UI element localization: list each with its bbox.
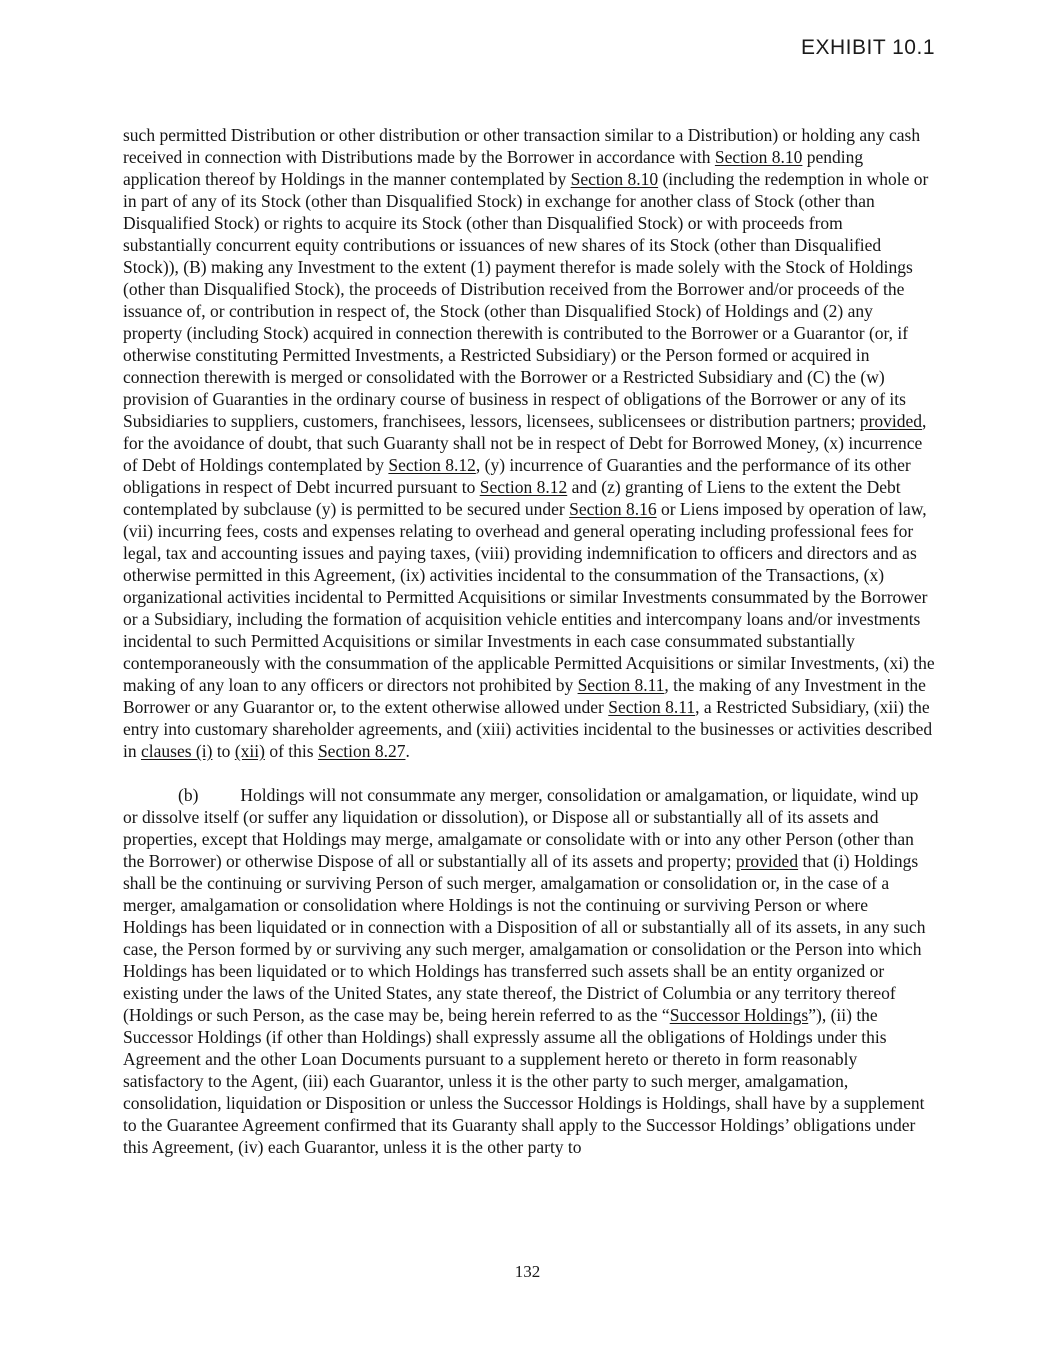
underlined-text: provided — [735, 851, 799, 871]
underlined-text: Section 8.12 — [479, 477, 568, 497]
text-run: or Liens imposed by operation of law, (vii) incurring fees, costs and expenses relating to overhead and general operating including professional fees for legal, tax and accounting issues and paying taxes, (viii) providing indemnification to officers and directors and as otherwise permitted in this Agreement, (ix) activities incidental to the consummation of the Transactions, (x) organizational activities incidental to Permitted Acquisitions or similar Investments consummated by the Borrower or a Subsidiary, including the formation of acquisition vehicle entities and intercompany loans and/or investments incidental to such Permitted Acquisitions or similar Investments in each case consummated substantially contemporaneously with the consummation of the applicable Permitted Acquisitions or similar Investments, (xi) the making of any loan to any officers or directors not prohibited by — [123, 499, 935, 695]
underlined-text: Section 8.10 — [570, 169, 659, 189]
text-run: to — [212, 741, 235, 761]
text-run: (b) — [178, 785, 199, 805]
text-run: pending application thereof by Holdings in the manner contemplated by — [123, 147, 864, 189]
page-number: 132 — [514, 1262, 541, 1281]
underlined-text: Section 8.27 — [317, 741, 406, 761]
text-run: ”), (ii) the Successor Holdings (if other than Holdings) shall expressly assume all the obligations of Holdings under this Agreement and the other Loan Documents pursuant to a supplement hereto or thereto in form reasonably satisfactory to the Agent, (iii) each Guarantor, unless it is the other party to such merger, amalgamation, consolidation, liquidation or Disposition or unless the Successor Holdings is Holdings, shall have by a supplement to the Guarantee Agreement confirmed that its Guaranty shall apply to the Successor Holdings’ obligations under this Agreement, (iv) each Guarantor, unless it is the other party to — [123, 1005, 925, 1157]
underlined-text: Successor Holdings — [669, 1005, 809, 1025]
underlined-text: Section 8.16 — [569, 499, 657, 519]
text-run: , the making of any Investment in the Borrower or any Guarantor or, to the extent otherwise allowed under — [123, 675, 926, 717]
underlined-text: Section 8.11 — [577, 675, 665, 695]
text-run: such permitted Distribution or other distribution or other transaction similar to a Distribution) or holding any cash received in connection with Distributions made by the Borrower in accordance with — [123, 125, 921, 167]
text-run: , for the avoidance of doubt, that such Guaranty shall not be in respect of Debt for Borrowed Money, (x) incurrence of Debt of Holdings contemplated by — [123, 411, 927, 475]
document-body — [123, 124, 935, 1158]
text-run: Holdings will not consummate any merger, consolidation or amalgamation, or liquidate, wind up or dissolve itself (or suffer any liquidation or dissolution), or Dispose all or substantially all of its assets and properties, except that Holdings may merge, amalgamate or consolidate with or into any other Person (other than the Borrower) or otherwise Dispose of all or substantially all of its assets and property; — [123, 785, 919, 871]
text-run: , (y) incurrence of Guaranties and the performance of its other obligations in respect of Debt incurred pursuant to — [123, 455, 911, 497]
underlined-text: (xii) — [234, 741, 265, 761]
underlined-text: Section 8.10 — [714, 147, 803, 167]
text-run: and (z) granting of Liens to the extent the Debt contemplated by subclause (y) is permitted to be secured under — [123, 477, 901, 519]
paragraph-a-continuation — [123, 124, 935, 762]
text-run: (including the redemption in whole or in part of any of its Stock (other than Disqualified Stock) in exchange for another class of Stock (other than Disqualified Stock) or rights to acquire its Stock (other than Disqualified Stock) or with proceeds from substantially concurrent equity contributions or issuances of new shares of its Stock (other than Disqualified Stock)), (B) making any Investment to the extent (1) payment therefor is made solely with the Stock of Holdings (other than Disqualified Stock), the proceeds of Distribution received from the Borrower and/or proceeds of the issuance of, or contribution in respect of, the Stock (other than Disqualified Stock) of Holdings and (2) any property (including Stock) acquired in connection therewith is contributed to the Borrower or a Guarantor (or, if otherwise constituting Permitted Investments, a Restricted Subsidiary) or the Person formed or acquired in connection therewith is merged or consolidated with the Borrower or a Restricted Subsidiary and (C) the (w) provision of Guaranties in the ordinary course of business in respect of obligations of the Borrower or any of its Subsidiaries to suppliers, customers, franchisees, lessors, licensees, sublicensees or distribution partners; — [123, 169, 929, 431]
document-header — [123, 36, 935, 60]
text-run: , a Restricted Subsidiary, (xii) the entry into customary shareholder agreements, and (xiii) activities incidental to the businesses or activities described in — [123, 697, 933, 761]
text-run: . — [405, 741, 410, 761]
paragraph-b — [123, 784, 935, 1158]
underlined-text: Section 8.12 — [388, 455, 476, 475]
underlined-text: provided — [859, 411, 923, 431]
underlined-text: clauses (i) — [141, 741, 213, 761]
text-run: of this — [264, 741, 318, 761]
underlined-text: Section 8.11 — [608, 697, 696, 717]
exhibit-label: EXHIBIT 10.1 — [800, 36, 935, 59]
text-run: that (i) Holdings shall be the continuing or surviving Person of such merger, amalgamation or consolidation or, in the case of a merger, amalgamation or consolidation where Holdings is not the continuing or surviving Person or where Holdings has been liquidated or in connection with a Disposition of all or substantially all of its assets, in any such case, the Person formed by or surviving any such merger, amalgamation or consolidation or the Person into which Holdings has been liquidated or to which Holdings has transferred such assets shall be an entity organized or existing under the laws of the United States, any state thereof, the District of Columbia or any territory thereof (Holdings or such Person, as the case may be, being herein referred to as the “ — [123, 851, 926, 1025]
document-footer — [0, 1262, 1055, 1282]
